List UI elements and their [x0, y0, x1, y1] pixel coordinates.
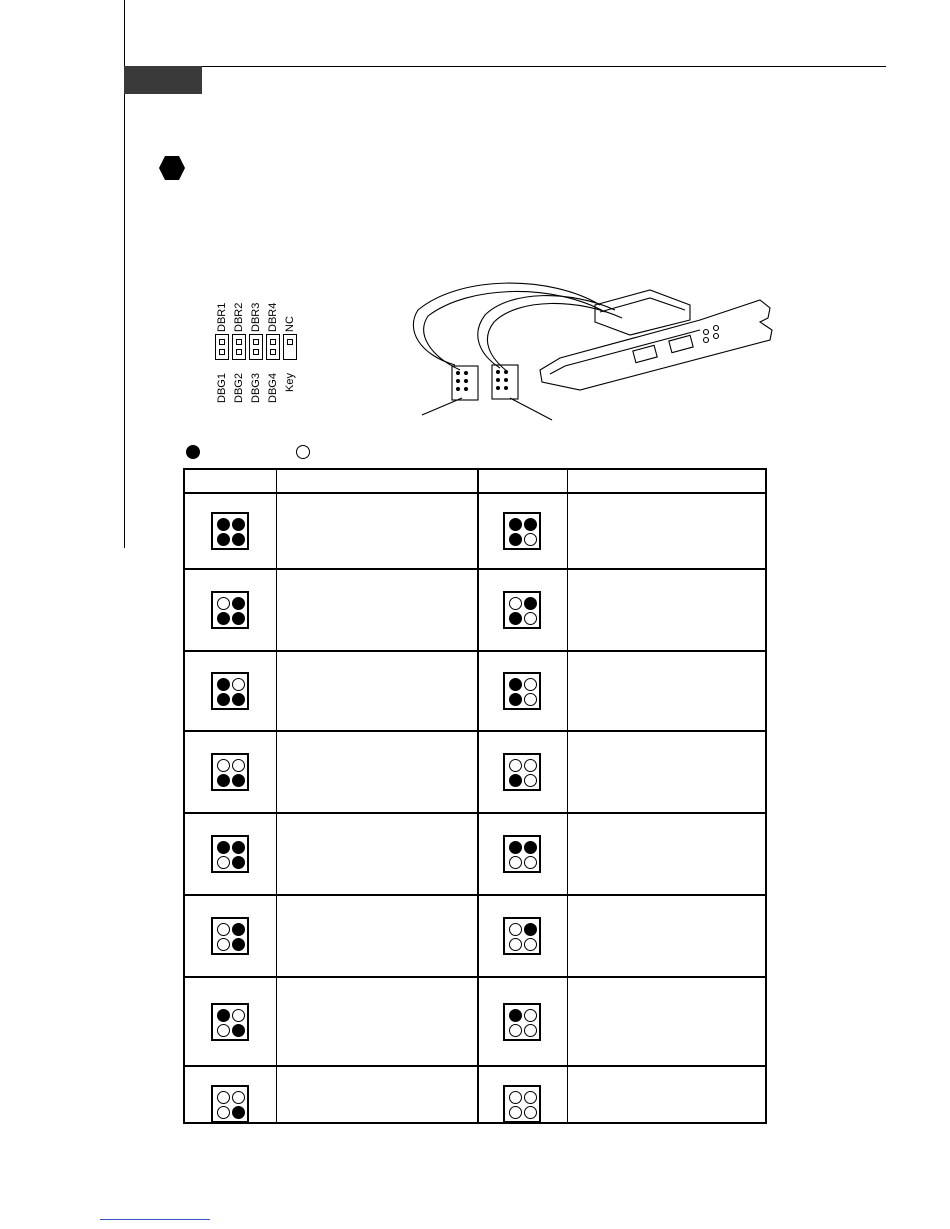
- empty-circle-icon: [296, 445, 310, 459]
- led-on-icon: [217, 518, 230, 531]
- pin: [253, 349, 259, 355]
- led-on-icon: [232, 693, 245, 706]
- pin: [270, 339, 276, 345]
- debug-led-status-table: [183, 468, 767, 1124]
- led-pattern: [503, 917, 541, 955]
- led-pattern: [211, 672, 249, 710]
- pin-label-top: DBR3: [250, 302, 262, 332]
- led-off-icon: [217, 1091, 230, 1104]
- led-on-icon: [232, 856, 245, 869]
- table-cell-description: [568, 652, 765, 664]
- led-off-icon: [509, 1024, 522, 1037]
- led-on-icon: [232, 938, 245, 951]
- table-row: [185, 978, 765, 1065]
- table-cell-description: [568, 570, 765, 582]
- pin: [236, 339, 242, 345]
- led-pattern: [503, 835, 541, 873]
- led-off-icon: [232, 759, 245, 772]
- table-cell-description: [277, 732, 477, 744]
- led-off-icon: [524, 678, 537, 691]
- led-pattern: [211, 591, 249, 629]
- pin-pair: [215, 334, 229, 360]
- led-off-icon: [524, 759, 537, 772]
- table-cell-description: [277, 814, 477, 826]
- led-off-icon: [509, 856, 522, 869]
- debug-led-pin-header: [210, 290, 310, 410]
- led-pattern: [503, 591, 541, 629]
- led-off-icon: [509, 759, 522, 772]
- led-pattern: [503, 753, 541, 791]
- led-off-icon: [232, 1091, 245, 1104]
- led-off-icon: [524, 533, 537, 546]
- pin-label-bottom: DBG4: [267, 373, 279, 403]
- led-off-icon: [217, 597, 230, 610]
- led-on-icon: [232, 841, 245, 854]
- led-on-icon: [509, 533, 522, 546]
- led-on-icon: [232, 518, 245, 531]
- led-off-icon: [524, 774, 537, 787]
- table-cell-description: [277, 896, 477, 908]
- led-on-icon: [524, 923, 537, 936]
- led-on-icon: [232, 597, 245, 610]
- led-pattern: [503, 512, 541, 550]
- table-cell-description: [277, 494, 477, 506]
- pin-label-top: DBR2: [233, 302, 245, 332]
- pin: [219, 349, 225, 355]
- led-pattern: [503, 1003, 541, 1041]
- led-on-icon: [524, 597, 537, 610]
- led-pattern: [211, 1003, 249, 1041]
- table-cell-description: [277, 1067, 477, 1079]
- table-cell-description: [277, 978, 477, 990]
- led-on-icon: [217, 774, 230, 787]
- table-row: [185, 652, 765, 730]
- table-header-cell: [276, 470, 477, 490]
- pin: [287, 339, 293, 345]
- led-on-icon: [509, 612, 522, 625]
- table-row: [185, 494, 765, 568]
- table-header-cell: [567, 470, 765, 490]
- led-on-icon: [509, 678, 522, 691]
- pin-pair: [283, 334, 297, 360]
- table-cell-description: [568, 978, 765, 990]
- pin-label-top: NC: [284, 316, 296, 332]
- led-off-icon: [509, 597, 522, 610]
- led-on-icon: [524, 841, 537, 854]
- led-pattern: [211, 512, 249, 550]
- led-off-icon: [524, 612, 537, 625]
- led-off-icon: [524, 1024, 537, 1037]
- table-cell-description: [568, 494, 765, 506]
- pin: [270, 349, 276, 355]
- table-row: [185, 814, 765, 894]
- pin-label-top: DBR1: [216, 302, 228, 332]
- led-off-icon: [524, 1009, 537, 1022]
- table-header-cell: [185, 470, 276, 490]
- led-on-icon: [232, 533, 245, 546]
- led-on-icon: [217, 533, 230, 546]
- footer-link-rule: [100, 1219, 210, 1220]
- led-off-icon: [217, 1024, 230, 1037]
- led-on-icon: [524, 518, 537, 531]
- pin-pair: [232, 334, 246, 360]
- led-off-icon: [217, 938, 230, 951]
- led-on-icon: [232, 1106, 245, 1119]
- led-off-icon: [524, 1106, 537, 1119]
- led-off-icon: [524, 1091, 537, 1104]
- led-off-icon: [509, 938, 522, 951]
- led-off-icon: [217, 759, 230, 772]
- debug-led-bracket-illustration: [400, 270, 780, 430]
- led-off-icon: [217, 1106, 230, 1119]
- table-cell-description: [568, 1067, 765, 1079]
- pin-label-bottom: DBG1: [216, 373, 228, 403]
- pin-label-bottom: DBG3: [250, 373, 262, 403]
- led-off-icon: [524, 938, 537, 951]
- table-cell-description: [568, 814, 765, 826]
- led-pattern: [211, 1085, 249, 1123]
- led-on-icon: [217, 612, 230, 625]
- led-off-icon: [217, 856, 230, 869]
- table-cell-description: [277, 570, 477, 582]
- pin: [253, 339, 259, 345]
- led-off-icon: [232, 678, 245, 691]
- led-pattern: [211, 917, 249, 955]
- header-rule: [124, 66, 886, 67]
- led-on-icon: [217, 693, 230, 706]
- led-pattern: [211, 835, 249, 873]
- led-pattern: [211, 753, 249, 791]
- hexagon-bullet-icon: [158, 155, 186, 181]
- led-off-icon: [509, 1091, 522, 1104]
- led-on-icon: [217, 1009, 230, 1022]
- led-on-icon: [232, 1024, 245, 1037]
- pin-label-bottom: DBG2: [233, 373, 245, 403]
- pin-pair: [249, 334, 263, 360]
- led-off-icon: [509, 1106, 522, 1119]
- filled-circle-icon: [186, 445, 200, 459]
- led-on-icon: [232, 923, 245, 936]
- pin-label-top: DBR4: [267, 302, 279, 332]
- led-on-icon: [509, 518, 522, 531]
- led-on-icon: [217, 678, 230, 691]
- led-off-icon: [509, 923, 522, 936]
- pin-label-bottom: Key: [284, 373, 296, 392]
- pin-pair: [266, 334, 280, 360]
- led-on-icon: [509, 693, 522, 706]
- chapter-tab: [124, 66, 202, 94]
- table-header-cell: [477, 470, 567, 490]
- pin: [236, 349, 242, 355]
- table-row: [185, 1067, 765, 1141]
- led-on-icon: [217, 841, 230, 854]
- led-pattern: [503, 672, 541, 710]
- led-on-icon: [232, 774, 245, 787]
- table-cell-description: [568, 732, 765, 744]
- table-cell-description: [277, 652, 477, 664]
- led-pattern: [503, 1085, 541, 1123]
- led-on-icon: [232, 612, 245, 625]
- led-on-icon: [509, 1009, 522, 1022]
- led-off-icon: [524, 856, 537, 869]
- led-on-icon: [509, 774, 522, 787]
- table-cell-description: [568, 896, 765, 908]
- led-off-icon: [524, 693, 537, 706]
- led-on-icon: [509, 841, 522, 854]
- table-row: [185, 732, 765, 812]
- led-off-icon: [232, 1009, 245, 1022]
- table-row: [185, 570, 765, 650]
- pin: [219, 339, 225, 345]
- led-off-icon: [217, 923, 230, 936]
- table-row: [185, 896, 765, 976]
